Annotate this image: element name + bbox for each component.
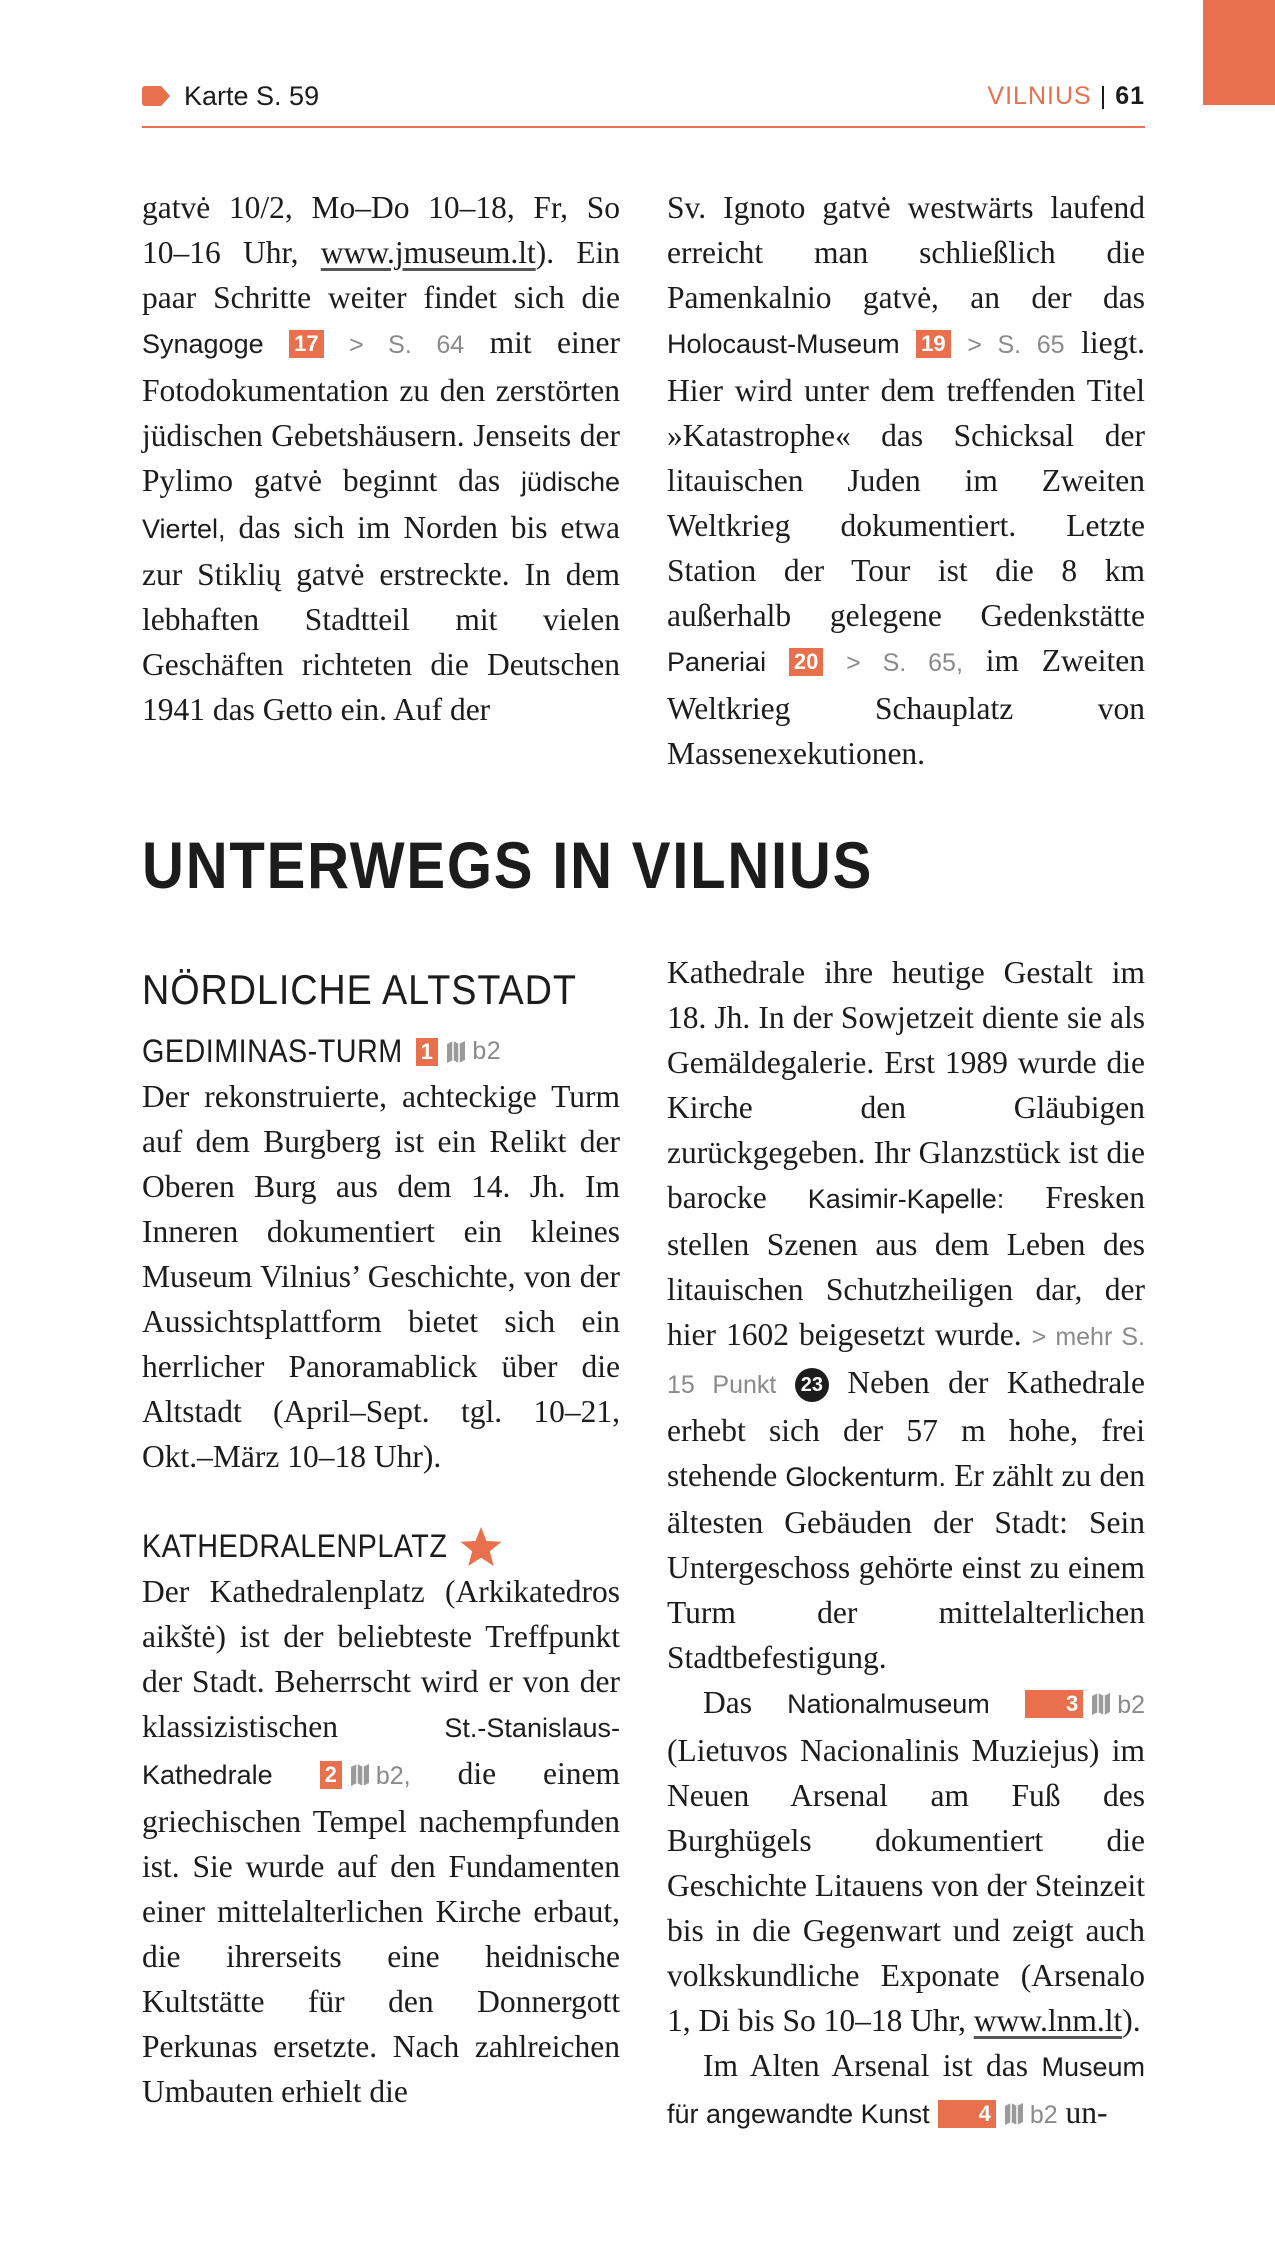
kathedral-heading — [142, 1524, 620, 1569]
map-icon — [350, 1763, 370, 1787]
text: gatvė 10/2, Mo–Do 10–18, Fr, So 10–16 Uhr, — [142, 190, 620, 270]
poi-number-2: 2 — [320, 1761, 342, 1789]
text: ). — [1122, 2003, 1141, 2038]
header-separator: | — [1099, 82, 1108, 110]
page-header — [142, 80, 1145, 128]
text: Kathedrale ihre heutige Gestalt im 18. Jh. In der Sowjetzeit diente sie als Gemäldegalerie. Erst 1989 wurde die Kirche den Gläubigen zurückgegeben. Ihr Glanzstück ist die barocke — [667, 955, 1145, 1215]
page-ref-20: > S. 65, — [846, 649, 963, 677]
lnm-link[interactable]: www.lnm.lt — [973, 2003, 1123, 2038]
text: Das — [703, 1685, 788, 1720]
map-icon — [446, 1040, 466, 1064]
paragraph — [667, 1680, 1145, 2043]
map-icon — [1004, 2102, 1024, 2126]
section-title: UNTERWEGS IN VILNIUS — [142, 828, 874, 902]
map-icon — [1091, 1692, 1111, 1716]
star-icon — [459, 1526, 503, 1568]
nationalmuseum-name: Nationalmuseum — [787, 1689, 990, 1719]
holocaust-museum-name: Holocaust-Museum — [667, 329, 900, 359]
grid-ref: b2 — [1029, 2101, 1058, 2129]
paneriai-name: Paneriai — [667, 647, 767, 677]
mehr-ref: > mehr S. 15 Punkt — [667, 1323, 1145, 1399]
text: liegt. Hier wird unter dem treffenden Titel »Katastrophe« das Schicksal der litauischen Juden im Zweiten Weltkrieg dokumentiert. Letzte Station der Tour ist die 8 km außerhalb gelegene Gedenkstätte — [667, 325, 1145, 633]
text: un- — [1057, 2095, 1108, 2130]
glockenturm-name: Glockenturm. — [785, 1462, 946, 1492]
running-head — [987, 80, 1145, 112]
synagoge-name: Synagoge — [142, 329, 264, 359]
kathedral-text — [142, 1569, 620, 2114]
text: Sv. Ignoto gatvė westwärts laufend erreicht man schließlich die Pamenkalnio gatvė, an der das — [667, 190, 1145, 315]
gediminas-text: Der rekonstruierte, achteckige Turm auf dem Burgberg ist ein Relikt der Oberen Burg aus dem 14. Jh. Im Inneren dokumentiert ein kleines Museum Vilnius’ Geschichte, von der Aussichtsplattform bietet sich ein herrlicher Panoramablick über die Altstadt (April–Sept. tgl. 10–21, Okt.–März 10–18 Uhr). — [142, 1079, 620, 1474]
gediminas-heading — [142, 1029, 620, 1074]
viertel-name: jüdische Viertel, — [142, 467, 620, 544]
poi-number-3: 3 — [1025, 1690, 1083, 1718]
text: Im Alten Arsenal ist das — [703, 2048, 1042, 2083]
poi-number-4: 4 — [938, 2100, 996, 2128]
kathedral-title: KATHEDRALENPLATZ — [142, 1528, 448, 1564]
point-number-23: 23 — [795, 1368, 829, 1402]
column-bottom-right — [667, 950, 1145, 2138]
poi-number-17: 17 — [289, 330, 323, 358]
page-number: 61 — [1115, 82, 1145, 110]
map-reference — [142, 80, 319, 112]
tag-arrow-icon — [142, 86, 170, 106]
column-top-right — [667, 185, 1145, 776]
text: Fresken stellen Szenen aus dem Leben des litauischen Schutzheiligen dar, der hier 1602 beigesetzt wurde. — [667, 1180, 1145, 1352]
subsection-heading: NÖRDLICHE ALTSTADT — [142, 966, 577, 1013]
text: im Zweiten Weltkrieg Schauplatz von Massenexekutionen. — [667, 643, 1146, 771]
kasimir-name: Kasimir-Kapelle: — [807, 1184, 1005, 1214]
page-ref-17: > S. 64 — [349, 331, 465, 359]
text: Neben der Kathedrale erhebt sich der 57 m hohe, frei stehende — [667, 1365, 1145, 1493]
text: (Lietuvos Nacionalinis Muziejus) im Neuen Arsenal am Fuß des Burghügels dokumentiert die Geschichte Litauens von der Steinzeit bis in die Gegenwart und zeigt auch volkskundliche Exponate (Arsenalo 1, Di bis So 10–18 Uhr, — [667, 1733, 1145, 2038]
kunst-museum-name: Museum für angewandte Kunst — [667, 2052, 1145, 2129]
jmuseum-link[interactable]: www.jmuseum.lt — [320, 235, 536, 270]
text: die einem griechischen Tempel nachempfunden ist. Sie wurde auf den Fundamenten einer mittelalterlichen Kirche erbaut, die ihrerseits eine heidnische Kultstätte für den Donnergott Perkunas ersetzte. Nach zahlreichen Umbauten erhielt die — [142, 1756, 621, 2109]
column-top-left — [142, 185, 620, 732]
text: mit einer Fotodokumentation zu den zerstörten jüdischen Gebetshäusern. Jenseits der Pylimo gatvė beginnt das — [142, 325, 621, 498]
paragraph — [667, 185, 1145, 776]
grid-ref: b2 — [1117, 1691, 1145, 1719]
gediminas-title: GEDIMINAS-TURM — [142, 1033, 403, 1069]
stanislaus-name: St.-Stanislaus-Kathedrale — [142, 1713, 620, 1790]
paragraph — [142, 185, 620, 732]
paragraph — [667, 2043, 1145, 2138]
poi-number-20: 20 — [789, 648, 823, 676]
text: Der Kathedralenplatz (Arkikatedros aikštė) ist der beliebteste Treffpunkt der Stadt. Beherrscht wird er von der klassizistischen — [142, 1574, 620, 1744]
column-bottom-left — [142, 955, 620, 2114]
chapter-tab — [1203, 0, 1275, 105]
text: das sich im Norden bis etwa zur Stiklių gatvė erstreckte. In dem lebhaften Stadtteil mit vielen Geschäften richteten die Deutschen 1941 das Getto ein. Auf der — [142, 510, 620, 727]
paragraph — [667, 950, 1145, 1680]
map-reference-text: Karte S. 59 — [184, 81, 320, 111]
text: ). Ein paar Schritte weiter findet sich die — [142, 235, 621, 315]
grid-ref: b2 — [472, 1037, 502, 1065]
poi-number-1: 1 — [416, 1038, 439, 1066]
text: Er zählt zu den ältesten Gebäuden der Stadt: Sein Untergeschoss gehörte einst zu einem Turm der mittelalterlichen Stadtbefestigung. — [667, 1458, 1145, 1675]
city-name: VILNIUS — [987, 82, 1092, 110]
poi-number-19: 19 — [916, 330, 950, 358]
grid-ref: b2, — [375, 1762, 411, 1790]
page-ref-19: > S. 65 — [967, 331, 1065, 359]
